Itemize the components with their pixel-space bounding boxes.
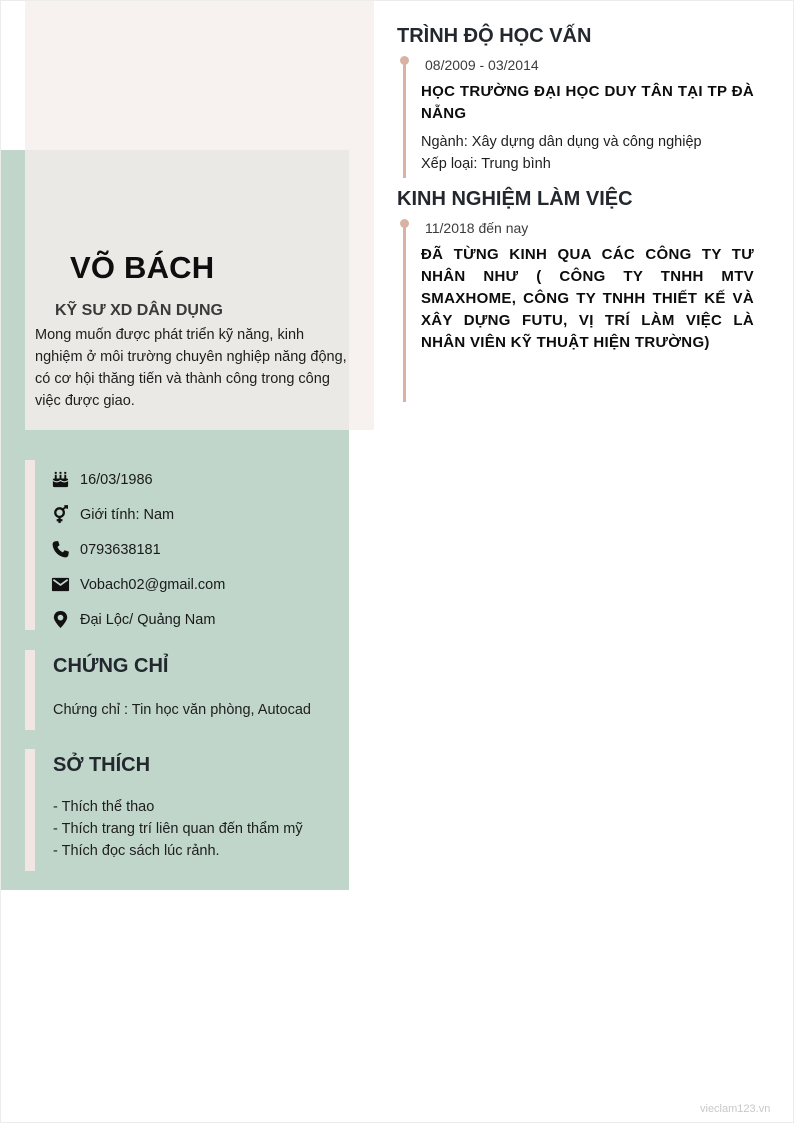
contact-gender [50,497,225,532]
phone-text: 0793638181 [80,541,161,558]
career-objective: Mong muốn được phát triển kỹ năng, kinh nghiệm ở môi trường chuyên nghiệp năng động, có cơ hội thăng tiến và thành công trong công việc được giao. [35,327,347,409]
contact-accent-bar [25,460,35,630]
education-date: 08/2009 - 03/2014 [425,57,539,73]
education-school: HỌC TRƯỜNG ĐẠI HỌC DUY TÂN TẠI TP ĐÀ NẴNG [421,83,754,122]
job-title: KỸ SƯ XD DÂN DỤNG [55,302,223,319]
education-timeline-line [403,60,406,178]
experience-timeline-line [403,224,406,402]
hobbies-accent-bar [25,749,35,871]
education-timeline-dot [400,56,409,65]
contact-birthday [50,462,225,497]
hobbies-heading: SỞ THÍCH [53,754,151,776]
phone-icon [50,540,70,560]
gender-text: Giới tính: Nam [80,506,175,523]
education-major: Ngành: Xây dựng dân dụng và công nghiệp [421,134,702,150]
contact-phone [50,532,225,567]
certificates-text: Chứng chỉ : Tin học văn phòng, Autocad [53,702,311,718]
hobby-item: - Thích trang trí liên quan đến thẩm mỹ [53,821,303,837]
certificates-heading: CHỨNG CHỈ [53,655,169,677]
experience-timeline-dot [400,219,409,228]
hobby-item: - Thích đọc sách lúc rảnh. [53,843,220,859]
education-grade: Xếp loại: Trung bình [421,156,551,172]
contact-address [50,602,225,637]
location-pin-icon [50,610,70,630]
birthday-text: 16/03/1986 [80,471,153,488]
experience-date: 11/2018 đến nay [425,220,529,236]
certificates-accent-bar [25,650,35,730]
birthday-cake-icon [50,470,70,490]
contact-list [50,462,225,637]
education-heading: TRÌNH ĐỘ HỌC VẤN [397,25,592,47]
experience-heading: KINH NGHIỆM LÀM VIỆC [397,188,633,210]
address-text: Đại Lộc/ Quảng Nam [80,611,216,628]
watermark: vieclam123.vn [700,1103,771,1115]
contact-email [50,567,225,602]
hobby-item: - Thích thể thao [53,799,155,815]
email-icon [50,575,70,595]
candidate-name: VÕ BÁCH [70,250,215,285]
experience-description: ĐÃ TỪNG KINH QUA CÁC CÔNG TY TƯ NHÂN NHƯ ( CÔNG TY TNHH MTV SMAXHOME, CÔNG TY TNHH THIẾT KẾ VÀ XÂY DỰNG FUTU, VỊ TRÍ LÀM VIỆC LÀ NHÂN VIÊN KỸ THUẬT HIỆN TRƯỜNG) [421,246,754,351]
gender-icon [50,505,70,525]
email-text: Vobach02@gmail.com [80,576,226,593]
